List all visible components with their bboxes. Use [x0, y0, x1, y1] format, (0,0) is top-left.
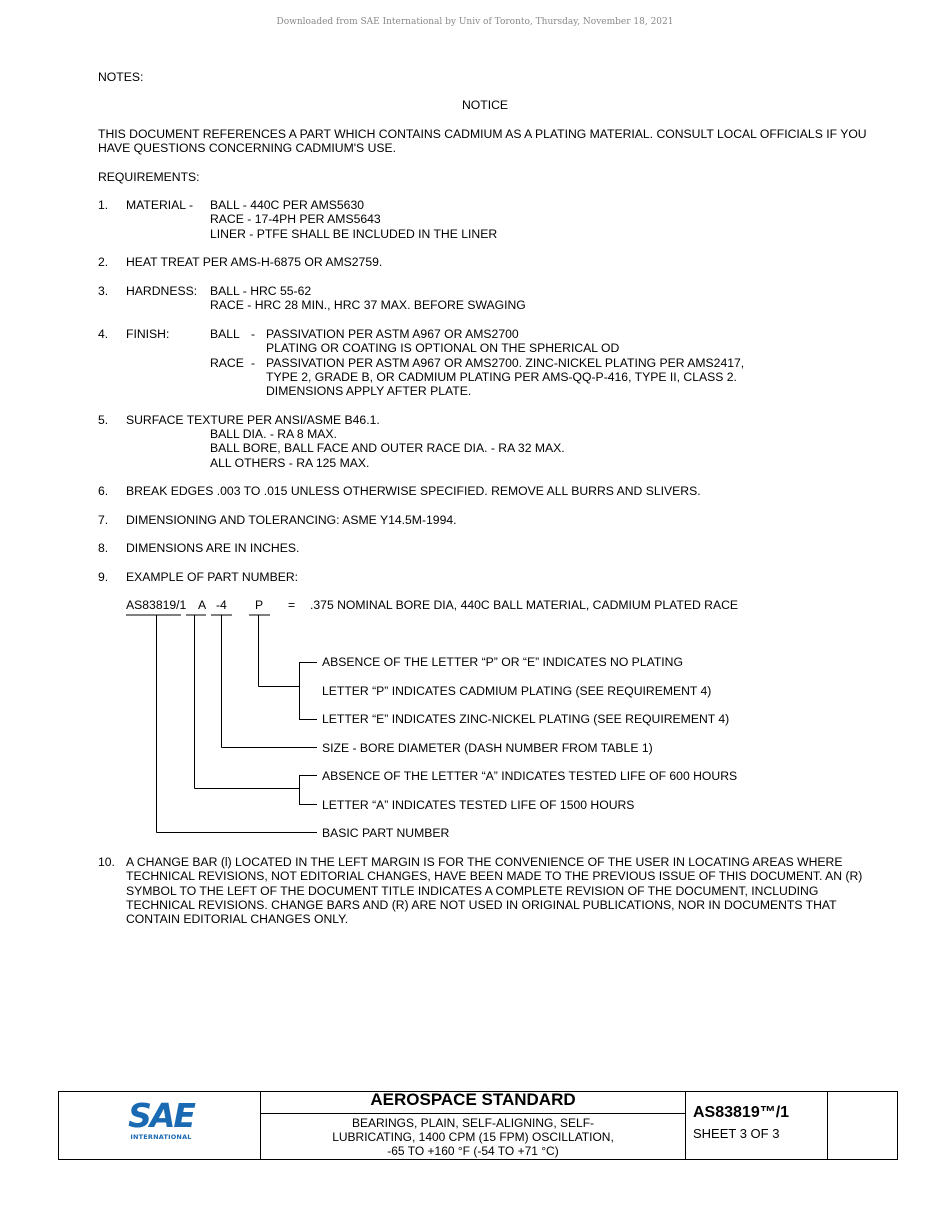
req-label: MATERIAL -	[126, 198, 194, 212]
callout-basic-part: BASIC PART NUMBER	[322, 826, 450, 840]
req-number: 8.	[98, 541, 109, 555]
req-label: HARDNESS:	[126, 284, 198, 298]
callout-1500-hours: LETTER “A” INDICATES TESTED LIFE OF 1500 HOURS	[322, 798, 635, 812]
part-basic: AS83819/1	[126, 598, 187, 612]
notice-text: THIS DOCUMENT REFERENCES A PART WHICH CONTAINS CADMIUM AS A PLATING MATERIAL. CONSULT LOCAL OFFICIALS IF YOU HAVE QUESTIONS CONCERNING CADMIUM'S USE.	[98, 127, 867, 156]
callout-600-hours: ABSENCE OF THE LETTER “A” INDICATES TESTED LIFE OF 600 HOURS	[322, 769, 738, 783]
subtitle-line: BEARINGS, PLAIN, SELF-ALIGNING, SELF-	[351, 1116, 595, 1130]
req-line: PASSIVATION PER ASTM A967 OR AMS2700. ZINC-NICKEL PLATING PER AMS2417,	[266, 356, 745, 370]
req-line: BALL - HRC 55-62	[210, 284, 312, 298]
dash: -	[251, 356, 256, 370]
equals-sign: =	[288, 598, 296, 612]
req-text: A CHANGE BAR (l) LOCATED IN THE LEFT MARGIN IS FOR THE CONVENIENCE OF THE USER IN LOCATING AREAS WHERE TECHNICAL REVISIONS, NOT EDITORIAL CHANGES, HAVE BEEN MADE TO THE PREVIOUS ISSUE OF THIS DOCUMENT. AN (R) SYMBOL TO THE LEFT OF THE DOCUMENT TITLE INDICATES A COMPLETE REVISION OF THE DOCUMENT, INCLUDING TECHNICAL REVISIONS. CHANGE BARS AND (R) ARE NOT USED IN ORIGINAL PUBLICATIONS, NOR IN DOCUMENTS THAT CONTAIN EDITORIAL CHANGES ONLY.	[126, 855, 863, 927]
req-line: BALL DIA. - RA 8 MAX.	[210, 427, 337, 441]
req-text: DIMENSIONING AND TOLERANCING: ASME Y14.5M-1994.	[126, 513, 457, 527]
req-number: 7.	[98, 513, 109, 527]
req-text: SURFACE TEXTURE PER ANSI/ASME B46.1.	[126, 413, 380, 427]
req-number: 10.	[98, 855, 115, 869]
req-text: HEAT TREAT PER AMS-H-6875 OR AMS2759.	[126, 255, 383, 269]
callout-cadmium: LETTER “P” INDICATES CADMIUM PLATING (SEE REQUIREMENT 4)	[322, 684, 712, 698]
req-line: BALL BORE, BALL FACE AND OUTER RACE DIA. - RA 32 MAX.	[210, 441, 565, 455]
req-number: 4.	[98, 327, 109, 341]
ball-label: BALL	[210, 327, 240, 341]
dash: -	[251, 327, 256, 341]
req-line: TYPE 2, GRADE B, OR CADMIUM PLATING PER AMS-QQ-P-416, TYPE II, CLASS 2.	[266, 370, 737, 384]
part-life-letter: A	[198, 598, 207, 612]
req-line: RACE - 17-4PH PER AMS5643	[210, 212, 381, 226]
subtitle-line: LUBRICATING, 1400 CPM (15 FPM) OSCILLATION,	[332, 1130, 614, 1144]
req-line: RACE - HRC 28 MIN., HRC 37 MAX. BEFORE SWAGING	[210, 298, 526, 312]
sae-logo	[126, 1096, 196, 1141]
doc-number: AS83819™/1	[693, 1104, 790, 1121]
part-size: -4	[216, 598, 227, 612]
req-line: ALL OTHERS - RA 125 MAX.	[210, 456, 370, 470]
sae-logo-sub: INTERNATIONAL	[130, 1133, 192, 1141]
req-number: 2.	[98, 255, 109, 269]
req-number: 5.	[98, 413, 109, 427]
callout-zinc-nickel: LETTER “E” INDICATES ZINC-NICKEL PLATING (SEE REQUIREMENT 4)	[322, 712, 730, 726]
part-plating-letter: P	[255, 598, 264, 612]
notes-label: NOTES:	[98, 70, 144, 84]
requirements-label: REQUIREMENTS:	[98, 170, 200, 184]
race-label: RACE	[210, 356, 244, 370]
title-divider	[260, 1113, 686, 1114]
req-line: DIMENSIONS APPLY AFTER PLATE.	[266, 384, 472, 398]
req-number: 9.	[98, 570, 109, 584]
req-line: BALL - 440C PER AMS5630	[210, 198, 365, 212]
sae-logo-mark: SAE	[128, 1096, 194, 1135]
callout-size: SIZE - BORE DIAMETER (DASH NUMBER FROM TABLE 1)	[322, 741, 653, 755]
req-label: FINISH:	[126, 327, 170, 341]
req-line: PASSIVATION PER ASTM A967 OR AMS2700	[266, 327, 519, 341]
notice-title: NOTICE	[461, 98, 509, 112]
req-line: LINER - PTFE SHALL BE INCLUDED IN THE LINER	[210, 227, 498, 241]
req-number: 1.	[98, 198, 109, 212]
req-text: EXAMPLE OF PART NUMBER:	[126, 570, 299, 584]
req-text: DIMENSIONS ARE IN INCHES.	[126, 541, 300, 555]
example-description: .375 NOMINAL BORE DIA, 440C BALL MATERIAL, CADMIUM PLATED RACE	[310, 598, 739, 612]
req-number: 3.	[98, 284, 109, 298]
title: AEROSPACE STANDARD	[370, 1090, 576, 1109]
subtitle-line: -65 TO +160 °F (-54 TO +71 °C)	[387, 1144, 559, 1158]
download-note: Downloaded from SAE International by Univ of Toronto, Thursday, November 18, 2021	[276, 17, 674, 27]
req-text: BREAK EDGES .003 TO .015 UNLESS OTHERWISE SPECIFIED. REMOVE ALL BURRS AND SLIVERS.	[126, 484, 701, 498]
callout-no-plating: ABSENCE OF THE LETTER “P” OR “E” INDICATES NO PLATING	[322, 655, 683, 669]
req-line: PLATING OR COATING IS OPTIONAL ON THE SPHERICAL OD	[266, 341, 620, 355]
sheet-number: SHEET 3 OF 3	[693, 1126, 780, 1141]
req-number: 6.	[98, 484, 109, 498]
